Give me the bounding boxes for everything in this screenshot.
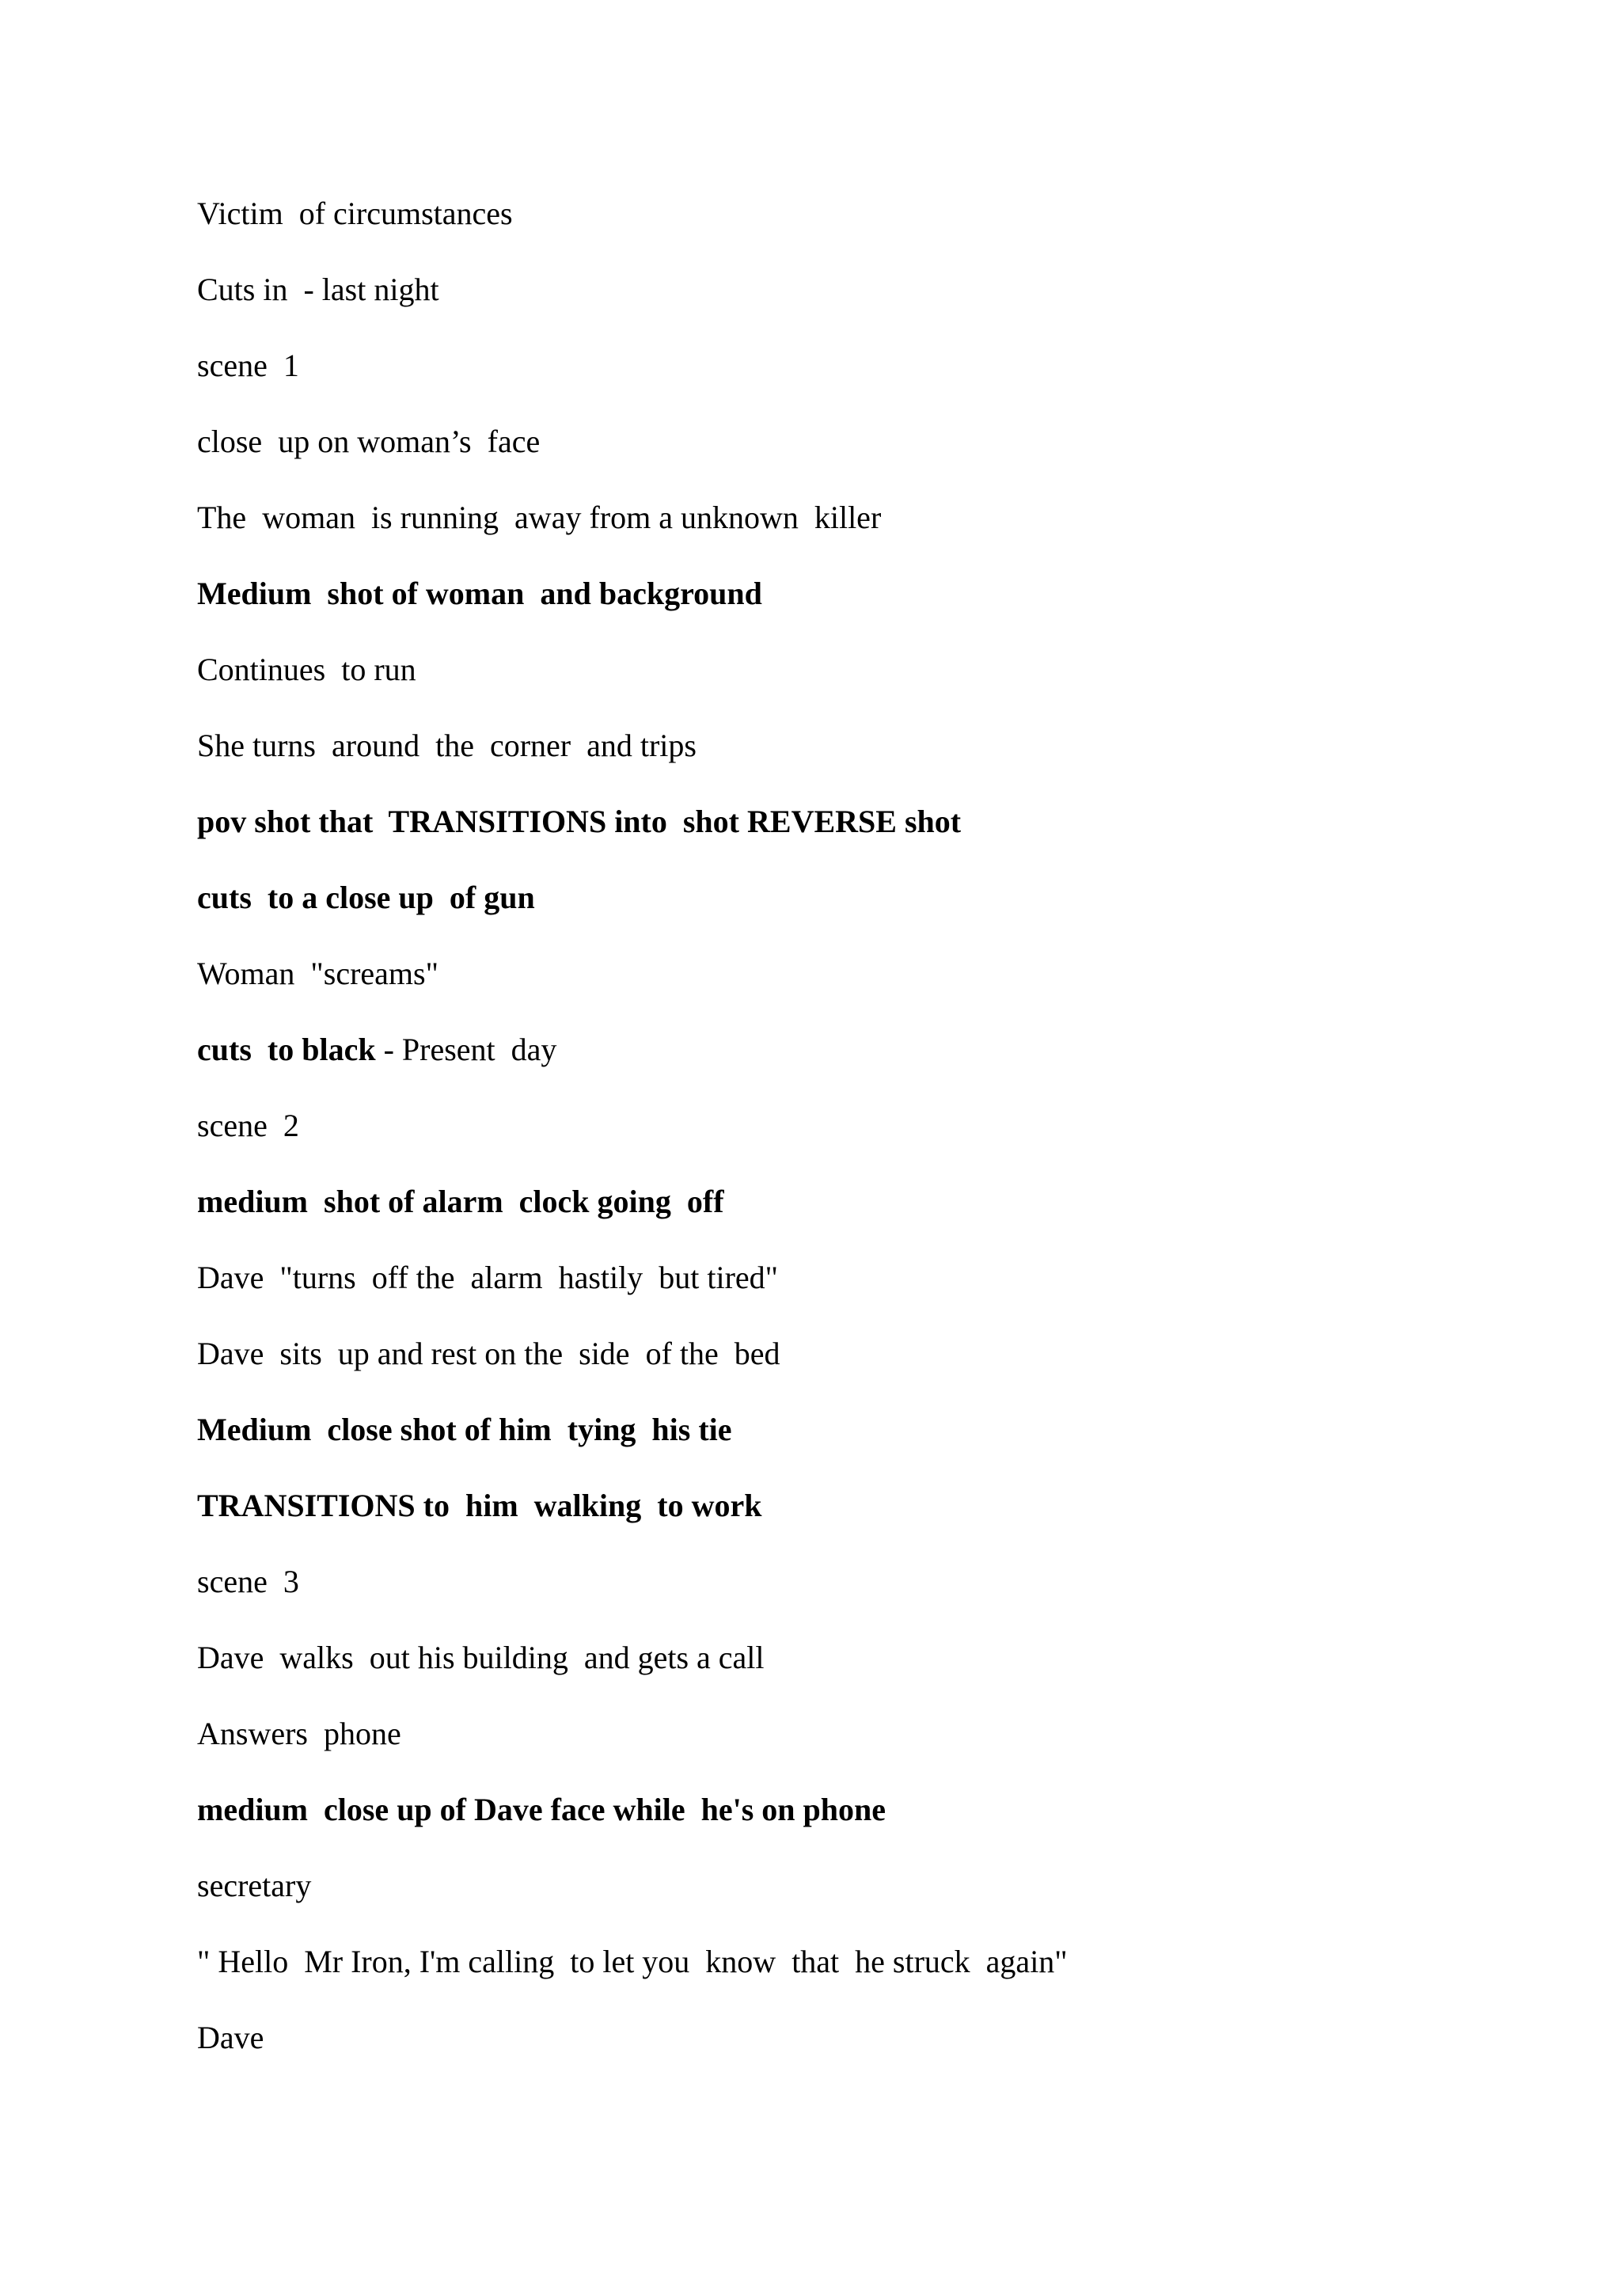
scene-heading: scene 3: [197, 1564, 299, 1599]
script-line: Dave "turns off the alarm hastily but tired": [197, 1260, 778, 1295]
script-line: Dave walks out his building and gets a call: [197, 1640, 765, 1675]
script-line: Dave sits up and rest on the side of the bed: [197, 1336, 780, 1371]
script-line: She turns around the corner and trips: [197, 728, 697, 763]
script-line: - Present day: [375, 1032, 557, 1067]
scene-heading: scene 1: [197, 348, 299, 383]
script-line: The woman is running away from a unknown killer: [197, 500, 882, 535]
mixed-line: [197, 1031, 556, 1069]
script-line: Continues to run: [197, 652, 416, 687]
shot-direction: medium close up of Dave face while he's on phone: [197, 1792, 886, 1827]
script-line: Answers phone: [197, 1716, 401, 1751]
script-line: Woman "screams": [197, 956, 438, 991]
script-line: close up on woman’s face: [197, 424, 541, 459]
shot-direction: medium shot of alarm clock going off: [197, 1184, 724, 1219]
shot-direction: Medium close shot of him tying his tie: [197, 1412, 732, 1447]
character-name: secretary: [197, 1868, 312, 1903]
shot-direction: TRANSITIONS to him walking to work: [197, 1488, 762, 1523]
shot-direction: cuts to black: [197, 1032, 376, 1067]
dialogue-line: " Hello Mr Iron, I'm calling to let you know that he struck again": [197, 1944, 1068, 1979]
script-line: Cuts in - last night: [197, 272, 439, 307]
script-title: Victim of circumstances: [197, 196, 513, 231]
shot-direction: pov shot that TRANSITIONS into shot REVERSE shot: [197, 804, 962, 839]
shot-direction: Medium shot of woman and background: [197, 576, 762, 611]
shot-direction: cuts to a close up of gun: [197, 880, 535, 915]
character-name: Dave: [197, 2020, 264, 2055]
scene-heading: scene 2: [197, 1108, 299, 1143]
